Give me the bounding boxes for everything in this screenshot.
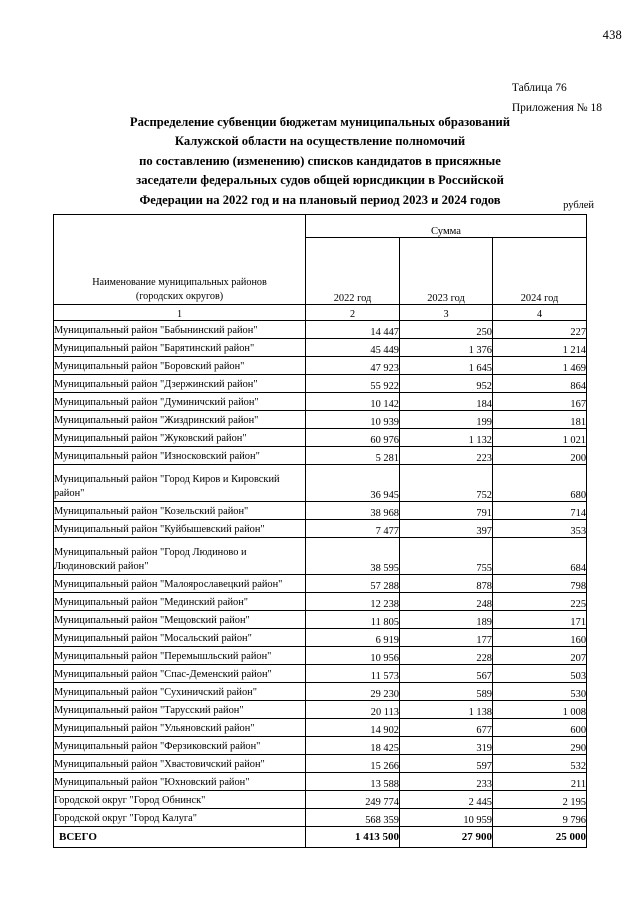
row-municipality-name: Муниципальный район "Жиздринский район" [54,411,306,429]
row-value-2024: 353 [493,520,587,538]
row-value-2024: 532 [493,755,587,773]
table-row [54,683,587,701]
table-row [54,375,587,393]
table-row [54,755,587,773]
header-year-2024: 2024 год [493,238,587,305]
row-value-2022: 11 805 [306,611,400,629]
table-row [54,665,587,683]
total-value-2022: 1 413 500 [306,827,400,848]
column-number-4: 4 [493,305,587,321]
row-municipality-name: Муниципальный район "Барятинский район" [54,339,306,357]
row-value-2022: 14 902 [306,719,400,737]
table-header [54,215,587,321]
title-line-1: Распределение субвенции бюджетам муниципальных образований [129,115,511,129]
table-row [54,502,587,520]
column-number-2: 2 [306,305,400,321]
row-municipality-name: Муниципальный район "Юхновский район" [54,773,306,791]
row-municipality-name: Муниципальный район "Малоярославецкий район" [54,575,306,593]
row-municipality-name: Муниципальный район "Ульяновский район" [54,719,306,737]
row-value-2023: 791 [400,502,493,520]
row-municipality-name: Муниципальный район "Мещовский район" [54,611,306,629]
row-value-2023: 1 645 [400,357,493,375]
row-value-2024: 9 796 [493,809,587,827]
table-body [54,321,587,848]
table-row [54,447,587,465]
row-value-2023: 677 [400,719,493,737]
row-municipality-name: Муниципальный район "Хвастовичский район" [54,755,306,773]
total-value-2023: 27 900 [400,827,493,848]
row-value-2024: 160 [493,629,587,647]
row-value-2023: 878 [400,575,493,593]
row-value-2022: 7 477 [306,520,400,538]
table-row [54,411,587,429]
row-value-2024: 225 [493,593,587,611]
row-municipality-name: Муниципальный район "Тарусский район" [54,701,306,719]
row-municipality-name: Муниципальный район "Думиничский район" [54,393,306,411]
table-row [54,809,587,827]
row-municipality-name: Муниципальный район "Ферзиковский район" [54,737,306,755]
row-value-2022: 13 588 [306,773,400,791]
row-value-2022: 20 113 [306,701,400,719]
row-value-2024: 1 008 [493,701,587,719]
table-row [54,429,587,447]
table-row [54,611,587,629]
row-value-2022: 55 922 [306,375,400,393]
row-value-2024: 503 [493,665,587,683]
document-meta [512,78,602,118]
row-value-2024: 530 [493,683,587,701]
row-value-2024: 1 021 [493,429,587,447]
column-number-1: 1 [54,305,306,321]
row-value-2024: 290 [493,737,587,755]
row-value-2022: 18 425 [306,737,400,755]
row-value-2023: 177 [400,629,493,647]
header-name-line-1: Наименование муниципальных районов [92,277,267,288]
row-municipality-name: Муниципальный район "Бабынинский район" [54,321,306,339]
row-value-2023: 752 [400,465,493,502]
row-value-2024: 1 214 [493,339,587,357]
row-value-2022: 15 266 [306,755,400,773]
row-value-2022: 38 595 [306,538,400,575]
row-value-2023: 223 [400,447,493,465]
row-value-2023: 10 959 [400,809,493,827]
row-value-2022: 36 945 [306,465,400,502]
table-total-row [54,827,587,848]
header-year-2023: 2023 год [400,238,493,305]
row-municipality-name: Муниципальный район "Козельский район" [54,502,306,520]
row-value-2024: 684 [493,538,587,575]
row-value-2022: 29 230 [306,683,400,701]
row-municipality-name: Муниципальный район "Износковский район" [54,447,306,465]
row-value-2022: 11 573 [306,665,400,683]
row-value-2023: 755 [400,538,493,575]
table-row [54,773,587,791]
row-value-2023: 184 [400,393,493,411]
row-value-2023: 589 [400,683,493,701]
column-number-3: 3 [400,305,493,321]
row-value-2023: 2 445 [400,791,493,809]
row-value-2022: 6 919 [306,629,400,647]
row-value-2022: 14 447 [306,321,400,339]
table-row [54,393,587,411]
table-row [54,538,587,575]
table-row [54,339,587,357]
title-line-5: Федерации на 2022 год и на плановый период 2023 и 2024 годов [139,192,501,207]
row-value-2023: 199 [400,411,493,429]
row-value-2023: 233 [400,773,493,791]
table-row [54,575,587,593]
row-municipality-name: Муниципальный район "Мединский район" [54,593,306,611]
row-value-2023: 1 138 [400,701,493,719]
row-value-2022: 12 238 [306,593,400,611]
row-municipality-name: Муниципальный район "Город Киров и Кировский район" [54,465,306,502]
row-municipality-name: Муниципальный район "Боровский район" [54,357,306,375]
total-label: ВСЕГО [54,827,306,848]
row-value-2022: 5 281 [306,447,400,465]
row-value-2024: 1 469 [493,357,587,375]
row-value-2024: 167 [493,393,587,411]
table-row [54,520,587,538]
row-value-2024: 798 [493,575,587,593]
row-value-2022: 38 968 [306,502,400,520]
row-municipality-name: Муниципальный район "Жуковский район" [54,429,306,447]
table-row [54,647,587,665]
appendix-label: Приложения № 18 [511,102,602,114]
table-row [54,593,587,611]
row-municipality-name: Муниципальный район "Город Людиново и Людиновский район" [54,538,306,575]
row-value-2023: 319 [400,737,493,755]
row-municipality-name: Городской округ "Город Калуга" [54,809,306,827]
row-value-2023: 189 [400,611,493,629]
subvention-distribution-table [53,214,587,848]
row-value-2024: 227 [493,321,587,339]
units-label: рублей [563,200,594,211]
row-value-2022: 10 142 [306,393,400,411]
row-value-2024: 2 195 [493,791,587,809]
row-value-2023: 597 [400,755,493,773]
row-value-2022: 249 774 [306,791,400,809]
row-municipality-name: Муниципальный район "Перемышльский район" [54,647,306,665]
row-municipality-name: Муниципальный район "Спас-Деменский район" [54,665,306,683]
table-row [54,357,587,375]
table-row [54,629,587,647]
table-label: Таблица 76 [511,82,567,94]
row-value-2023: 567 [400,665,493,683]
header-name-column [54,215,306,305]
row-value-2024: 864 [493,375,587,393]
row-value-2022: 60 976 [306,429,400,447]
row-value-2023: 248 [400,593,493,611]
table-row [54,719,587,737]
title-line-3: по составлению (изменению) списков кандидатов в присяжные [139,153,501,168]
header-name-line-2: (городских округов) [135,291,224,302]
row-value-2023: 952 [400,375,493,393]
row-value-2024: 211 [493,773,587,791]
row-value-2024: 171 [493,611,587,629]
row-value-2023: 1 376 [400,339,493,357]
table-row [54,791,587,809]
row-value-2024: 600 [493,719,587,737]
row-value-2024: 714 [493,502,587,520]
row-value-2024: 207 [493,647,587,665]
table-row [54,701,587,719]
row-value-2023: 397 [400,520,493,538]
row-value-2024: 680 [493,465,587,502]
page-number: 438 [602,28,622,42]
total-value-2024: 25 000 [493,827,587,848]
row-value-2022: 10 956 [306,647,400,665]
row-municipality-name: Муниципальный район "Сухиничский район" [54,683,306,701]
row-value-2023: 250 [400,321,493,339]
header-sum-group: Сумма [306,215,587,238]
header-year-2022: 2022 год [306,238,400,305]
row-municipality-name: Муниципальный район "Куйбышевский район" [54,520,306,538]
row-value-2022: 47 923 [306,357,400,375]
column-number-row [54,305,587,321]
title-line-4: заседатели федеральных судов общей юрисдикции в Российской [136,173,504,188]
row-municipality-name: Городской округ "Город Обнинск" [54,791,306,809]
table-row [54,465,587,502]
table-row [54,737,587,755]
title-line-2: Калужской области на осуществление полномочий [174,134,466,149]
document-title [0,113,640,210]
row-value-2022: 57 288 [306,575,400,593]
row-value-2024: 181 [493,411,587,429]
table-row [54,321,587,339]
row-municipality-name: Муниципальный район "Дзержинский район" [54,375,306,393]
row-value-2022: 568 359 [306,809,400,827]
row-value-2022: 45 449 [306,339,400,357]
row-value-2023: 1 132 [400,429,493,447]
row-value-2024: 200 [493,447,587,465]
row-value-2022: 10 939 [306,411,400,429]
row-value-2023: 228 [400,647,493,665]
row-municipality-name: Муниципальный район "Мосальский район" [54,629,306,647]
